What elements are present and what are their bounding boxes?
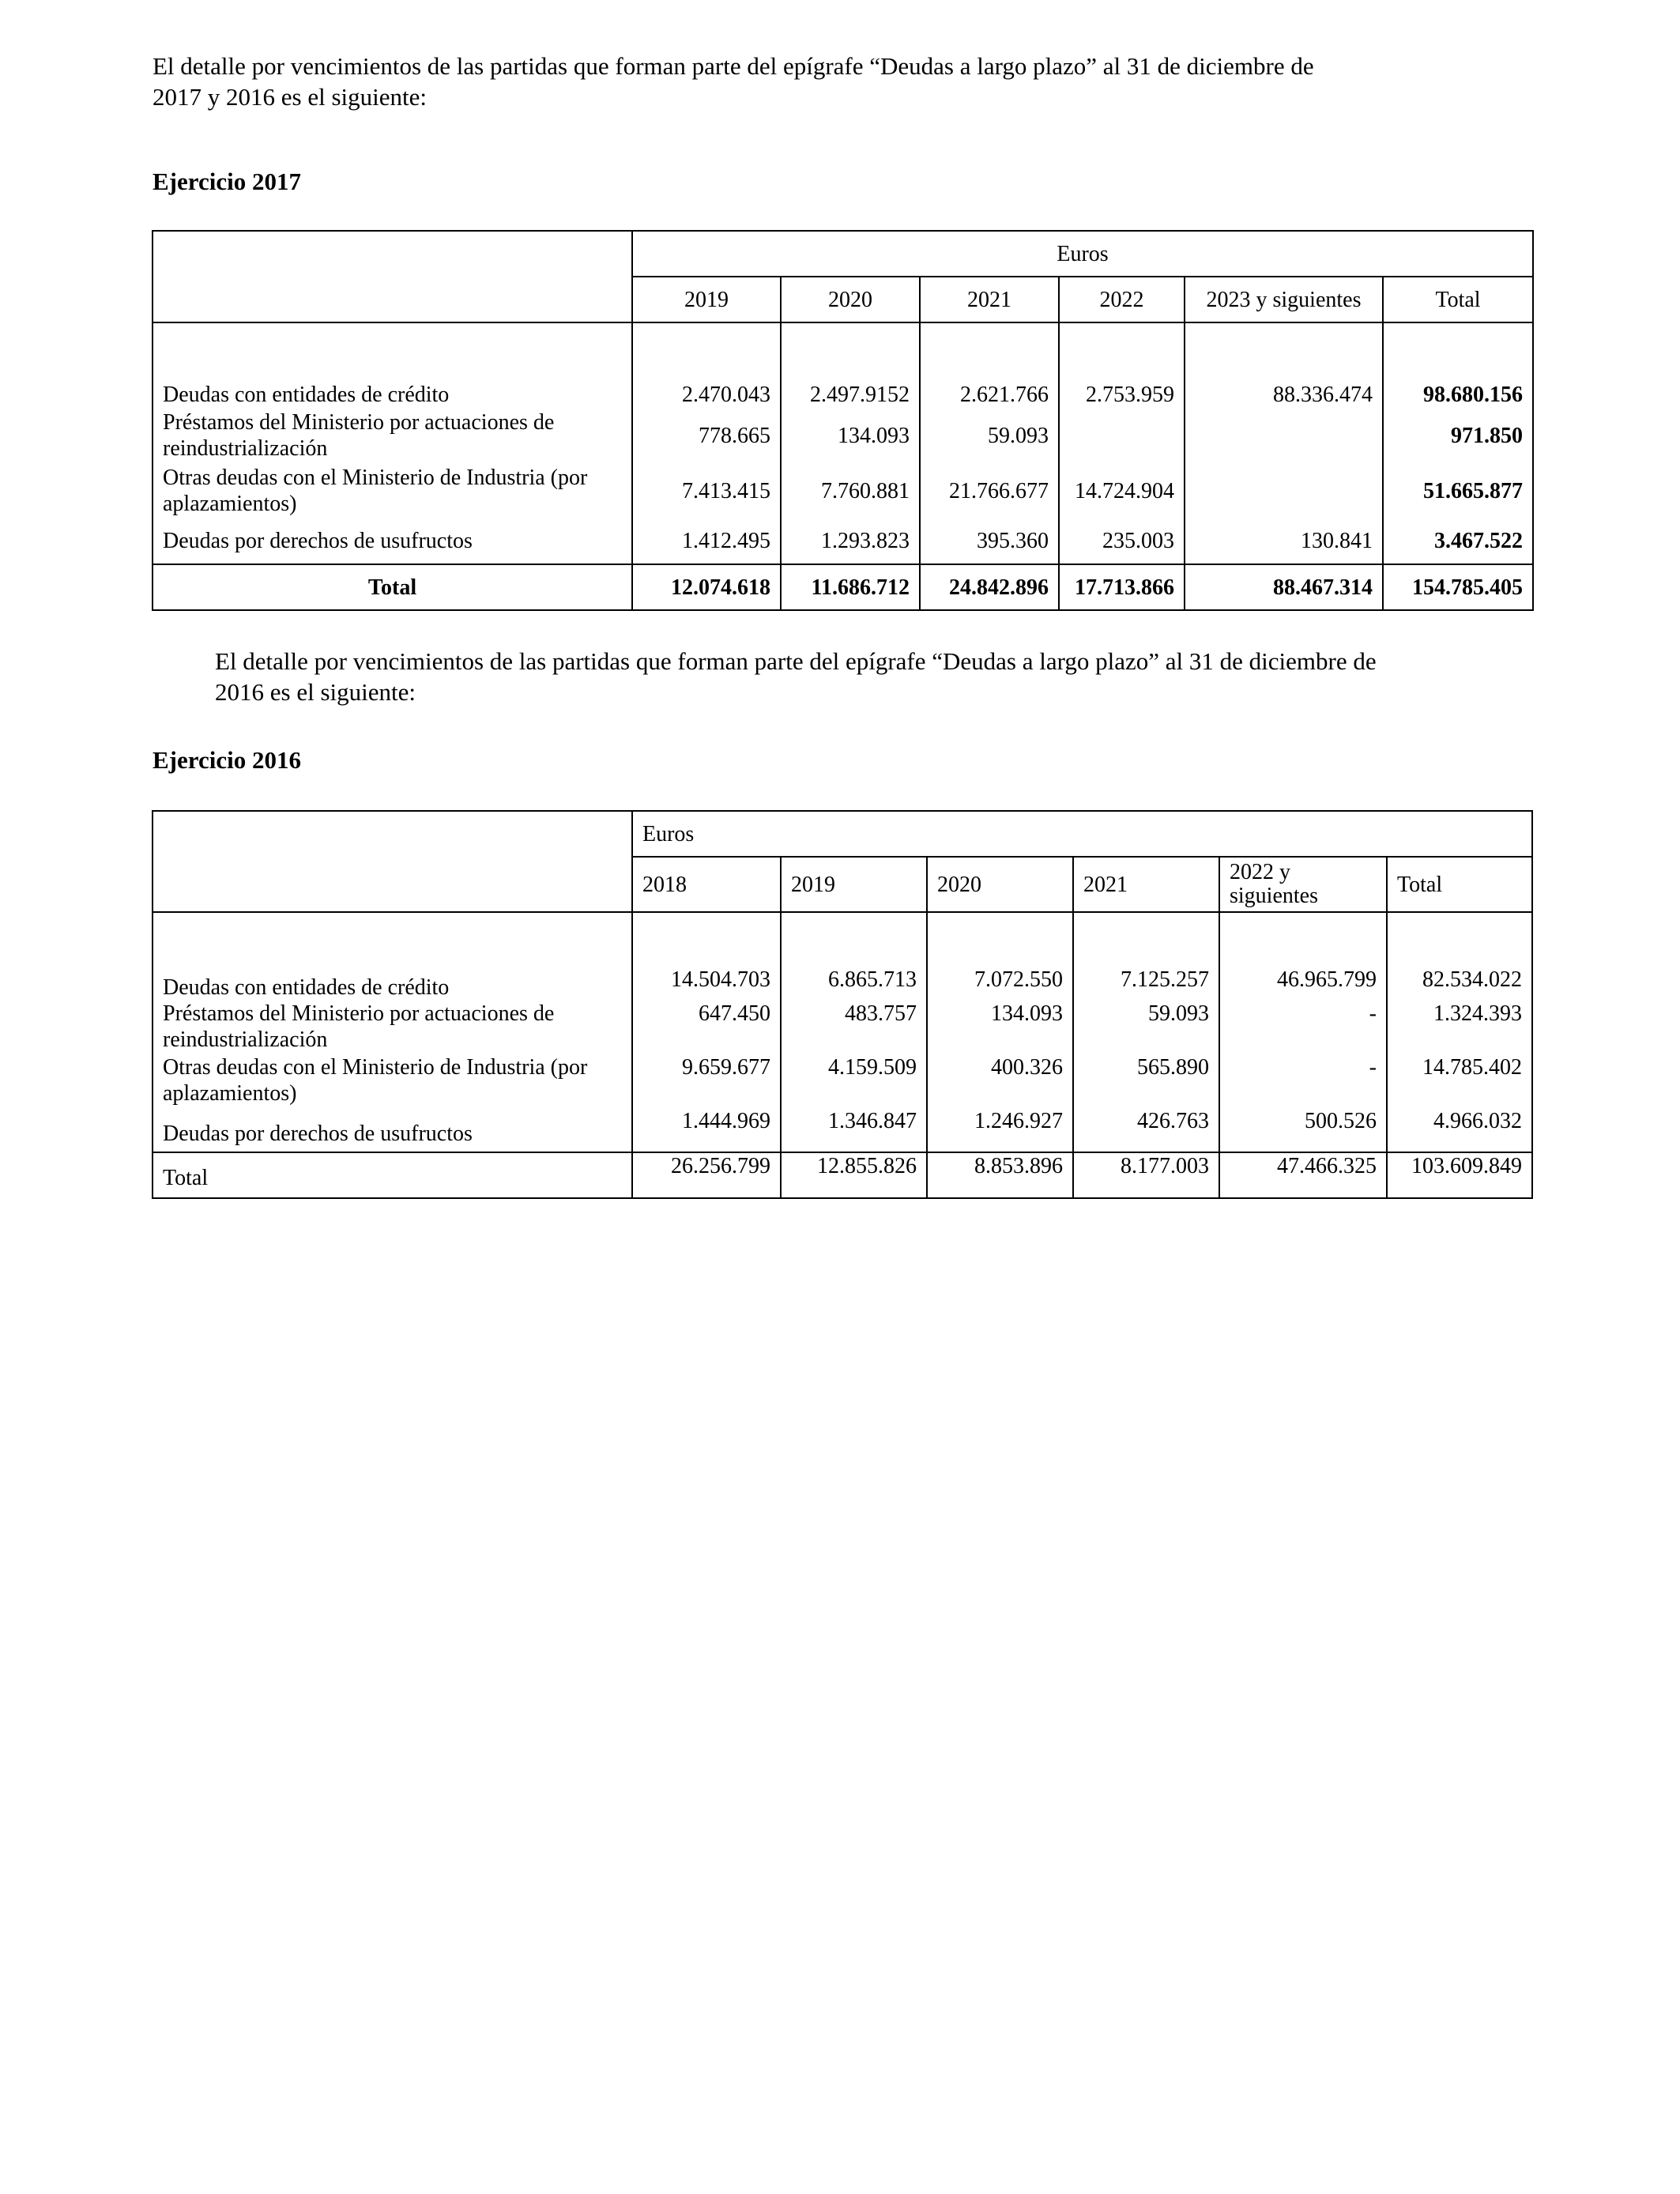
cell-value: 2.470.043 bbox=[632, 322, 781, 408]
cell-total: 14.785.402 bbox=[1387, 1054, 1532, 1108]
table-2016-col-header: 2022 y siguientes bbox=[1219, 857, 1387, 912]
cell-total: 82.534.022 bbox=[1387, 912, 1532, 1001]
table-2016-col-header: 2020 bbox=[927, 857, 1073, 912]
cell-value: 134.093 bbox=[781, 408, 920, 463]
cell-total: 3.467.522 bbox=[1383, 518, 1533, 564]
total-value: 8.853.896 bbox=[927, 1152, 1073, 1198]
table-2016-col-header: 2021 bbox=[1073, 857, 1219, 912]
cell-value: 483.757 bbox=[781, 1001, 927, 1054]
cell-value: 14.504.703 bbox=[632, 912, 781, 1001]
cell-value: 59.093 bbox=[920, 408, 1059, 463]
row-label: Deudas por derechos de usufructos bbox=[153, 1108, 632, 1152]
cell-value: 46.965.799 bbox=[1219, 912, 1387, 1001]
cell-value: - bbox=[1219, 1054, 1387, 1108]
total-label: Total bbox=[153, 1152, 632, 1198]
table-2017-col-header: Total bbox=[1383, 277, 1533, 322]
total-value: 103.609.849 bbox=[1387, 1152, 1532, 1198]
cell-value bbox=[1185, 463, 1383, 518]
cell-value: 1.346.847 bbox=[781, 1108, 927, 1152]
table-row bbox=[153, 463, 1533, 518]
row-label: Préstamos del Ministerio por actuaciones de reindustrialización bbox=[153, 408, 632, 463]
table-row bbox=[153, 1108, 1532, 1152]
cell-value: 21.766.677 bbox=[920, 463, 1059, 518]
row-label: Deudas con entidades de crédito bbox=[153, 912, 632, 1001]
total-value: 8.177.003 bbox=[1073, 1152, 1219, 1198]
table-2017-col-header: 2020 bbox=[781, 277, 920, 322]
cell-value: 565.890 bbox=[1073, 1054, 1219, 1108]
table-row bbox=[153, 322, 1533, 408]
cell-value: 778.665 bbox=[632, 408, 781, 463]
cell-value: 500.526 bbox=[1219, 1108, 1387, 1152]
cell-total: 98.680.156 bbox=[1383, 322, 1533, 408]
cell-value bbox=[1185, 408, 1383, 463]
cell-value: 130.841 bbox=[1185, 518, 1383, 564]
cell-value: 7.760.881 bbox=[781, 463, 920, 518]
table-2017-corner bbox=[153, 231, 632, 322]
table-row bbox=[153, 518, 1533, 564]
cell-total: 4.966.032 bbox=[1387, 1108, 1532, 1152]
table-2017-col-header: 2021 bbox=[920, 277, 1059, 322]
cell-total: 971.850 bbox=[1383, 408, 1533, 463]
cell-value: 1.246.927 bbox=[927, 1108, 1073, 1152]
table-2017-col-header: 2019 bbox=[632, 277, 781, 322]
cell-value: 1.444.969 bbox=[632, 1108, 781, 1152]
cell-total: 1.324.393 bbox=[1387, 1001, 1532, 1054]
cell-value: 7.072.550 bbox=[927, 912, 1073, 1001]
cell-value: 4.159.509 bbox=[781, 1054, 927, 1108]
cell-value: 7.413.415 bbox=[632, 463, 781, 518]
table-row bbox=[153, 912, 1532, 1001]
row-label: Préstamos del Ministerio por actuaciones de reindustrialización bbox=[153, 1001, 632, 1054]
table-2016 bbox=[152, 810, 1533, 1199]
table-row bbox=[153, 1054, 1532, 1108]
cell-value: 2.621.766 bbox=[920, 322, 1059, 408]
cell-value: 14.724.904 bbox=[1059, 463, 1185, 518]
table-2016-col-header: Total bbox=[1387, 857, 1532, 912]
intro-2016-line-2: 2016 es el siguiente: bbox=[215, 678, 416, 706]
table-2016-corner bbox=[153, 811, 632, 912]
cell-value: 88.336.474 bbox=[1185, 322, 1383, 408]
table-row bbox=[153, 1001, 1532, 1054]
cell-value: 400.326 bbox=[927, 1054, 1073, 1108]
table-2017-col-header: 2022 bbox=[1059, 277, 1185, 322]
cell-value: 395.360 bbox=[920, 518, 1059, 564]
cell-value: 2.753.959 bbox=[1059, 322, 1185, 408]
cell-value: 1.412.495 bbox=[632, 518, 781, 564]
row-label: Otras deudas con el Ministerio de Industria (por aplazamientos) bbox=[153, 1054, 632, 1108]
cell-value: 426.763 bbox=[1073, 1108, 1219, 1152]
table-2016-col-header: 2019 bbox=[781, 857, 927, 912]
cell-total: 51.665.877 bbox=[1383, 463, 1533, 518]
total-value: 12.855.826 bbox=[781, 1152, 927, 1198]
total-value: 88.467.314 bbox=[1185, 564, 1383, 610]
table-2017 bbox=[152, 230, 1534, 611]
table-total-row bbox=[153, 1152, 1532, 1198]
cell-value: 7.125.257 bbox=[1073, 912, 1219, 1001]
table-2017-col-header: 2023 y siguientes bbox=[1185, 277, 1383, 322]
table-2016-col-header: 2018 bbox=[632, 857, 781, 912]
cell-value: 2.497.9152 bbox=[781, 322, 920, 408]
intro-2016-line-1: El detalle por vencimientos de las partidas que forman parte del epígrafe “Deudas a largo plazo” al 31 de diciembre de bbox=[215, 647, 1377, 675]
total-label: Total bbox=[153, 564, 632, 610]
cell-value bbox=[1059, 408, 1185, 463]
cell-value: 9.659.677 bbox=[632, 1054, 781, 1108]
table-2016-group-header: Euros bbox=[632, 811, 1532, 857]
intro-paragraph-2016 bbox=[215, 646, 1637, 707]
cell-value: 59.093 bbox=[1073, 1001, 1219, 1054]
intro-2017-line-1: El detalle por vencimientos de las partidas que forman parte del epígrafe “Deudas a largo plazo” al 31 de diciembre de bbox=[153, 52, 1314, 80]
cell-value: - bbox=[1219, 1001, 1387, 1054]
intro-2017-line-2: 2017 y 2016 es el siguiente: bbox=[153, 83, 427, 111]
total-value: 154.785.405 bbox=[1383, 564, 1533, 610]
table-total-row bbox=[153, 564, 1533, 610]
cell-value: 134.093 bbox=[927, 1001, 1073, 1054]
total-value: 11.686.712 bbox=[781, 564, 920, 610]
total-value: 24.842.896 bbox=[920, 564, 1059, 610]
total-value: 12.074.618 bbox=[632, 564, 781, 610]
row-label: Deudas por derechos de usufructos bbox=[153, 518, 632, 564]
total-value: 26.256.799 bbox=[632, 1152, 781, 1198]
intro-paragraph-2017 bbox=[153, 51, 1575, 112]
cell-value: 1.293.823 bbox=[781, 518, 920, 564]
heading-ejercicio-2017: Ejercicio 2017 bbox=[153, 168, 301, 195]
total-value: 17.713.866 bbox=[1059, 564, 1185, 610]
heading-ejercicio-2016: Ejercicio 2016 bbox=[153, 746, 301, 774]
cell-value: 6.865.713 bbox=[781, 912, 927, 1001]
row-label: Deudas con entidades de crédito bbox=[153, 322, 632, 408]
cell-value: 235.003 bbox=[1059, 518, 1185, 564]
cell-value: 647.450 bbox=[632, 1001, 781, 1054]
row-label: Otras deudas con el Ministerio de Industria (por aplazamientos) bbox=[153, 463, 632, 518]
table-2017-group-header: Euros bbox=[632, 231, 1533, 277]
total-value: 47.466.325 bbox=[1219, 1152, 1387, 1198]
table-row bbox=[153, 408, 1533, 463]
